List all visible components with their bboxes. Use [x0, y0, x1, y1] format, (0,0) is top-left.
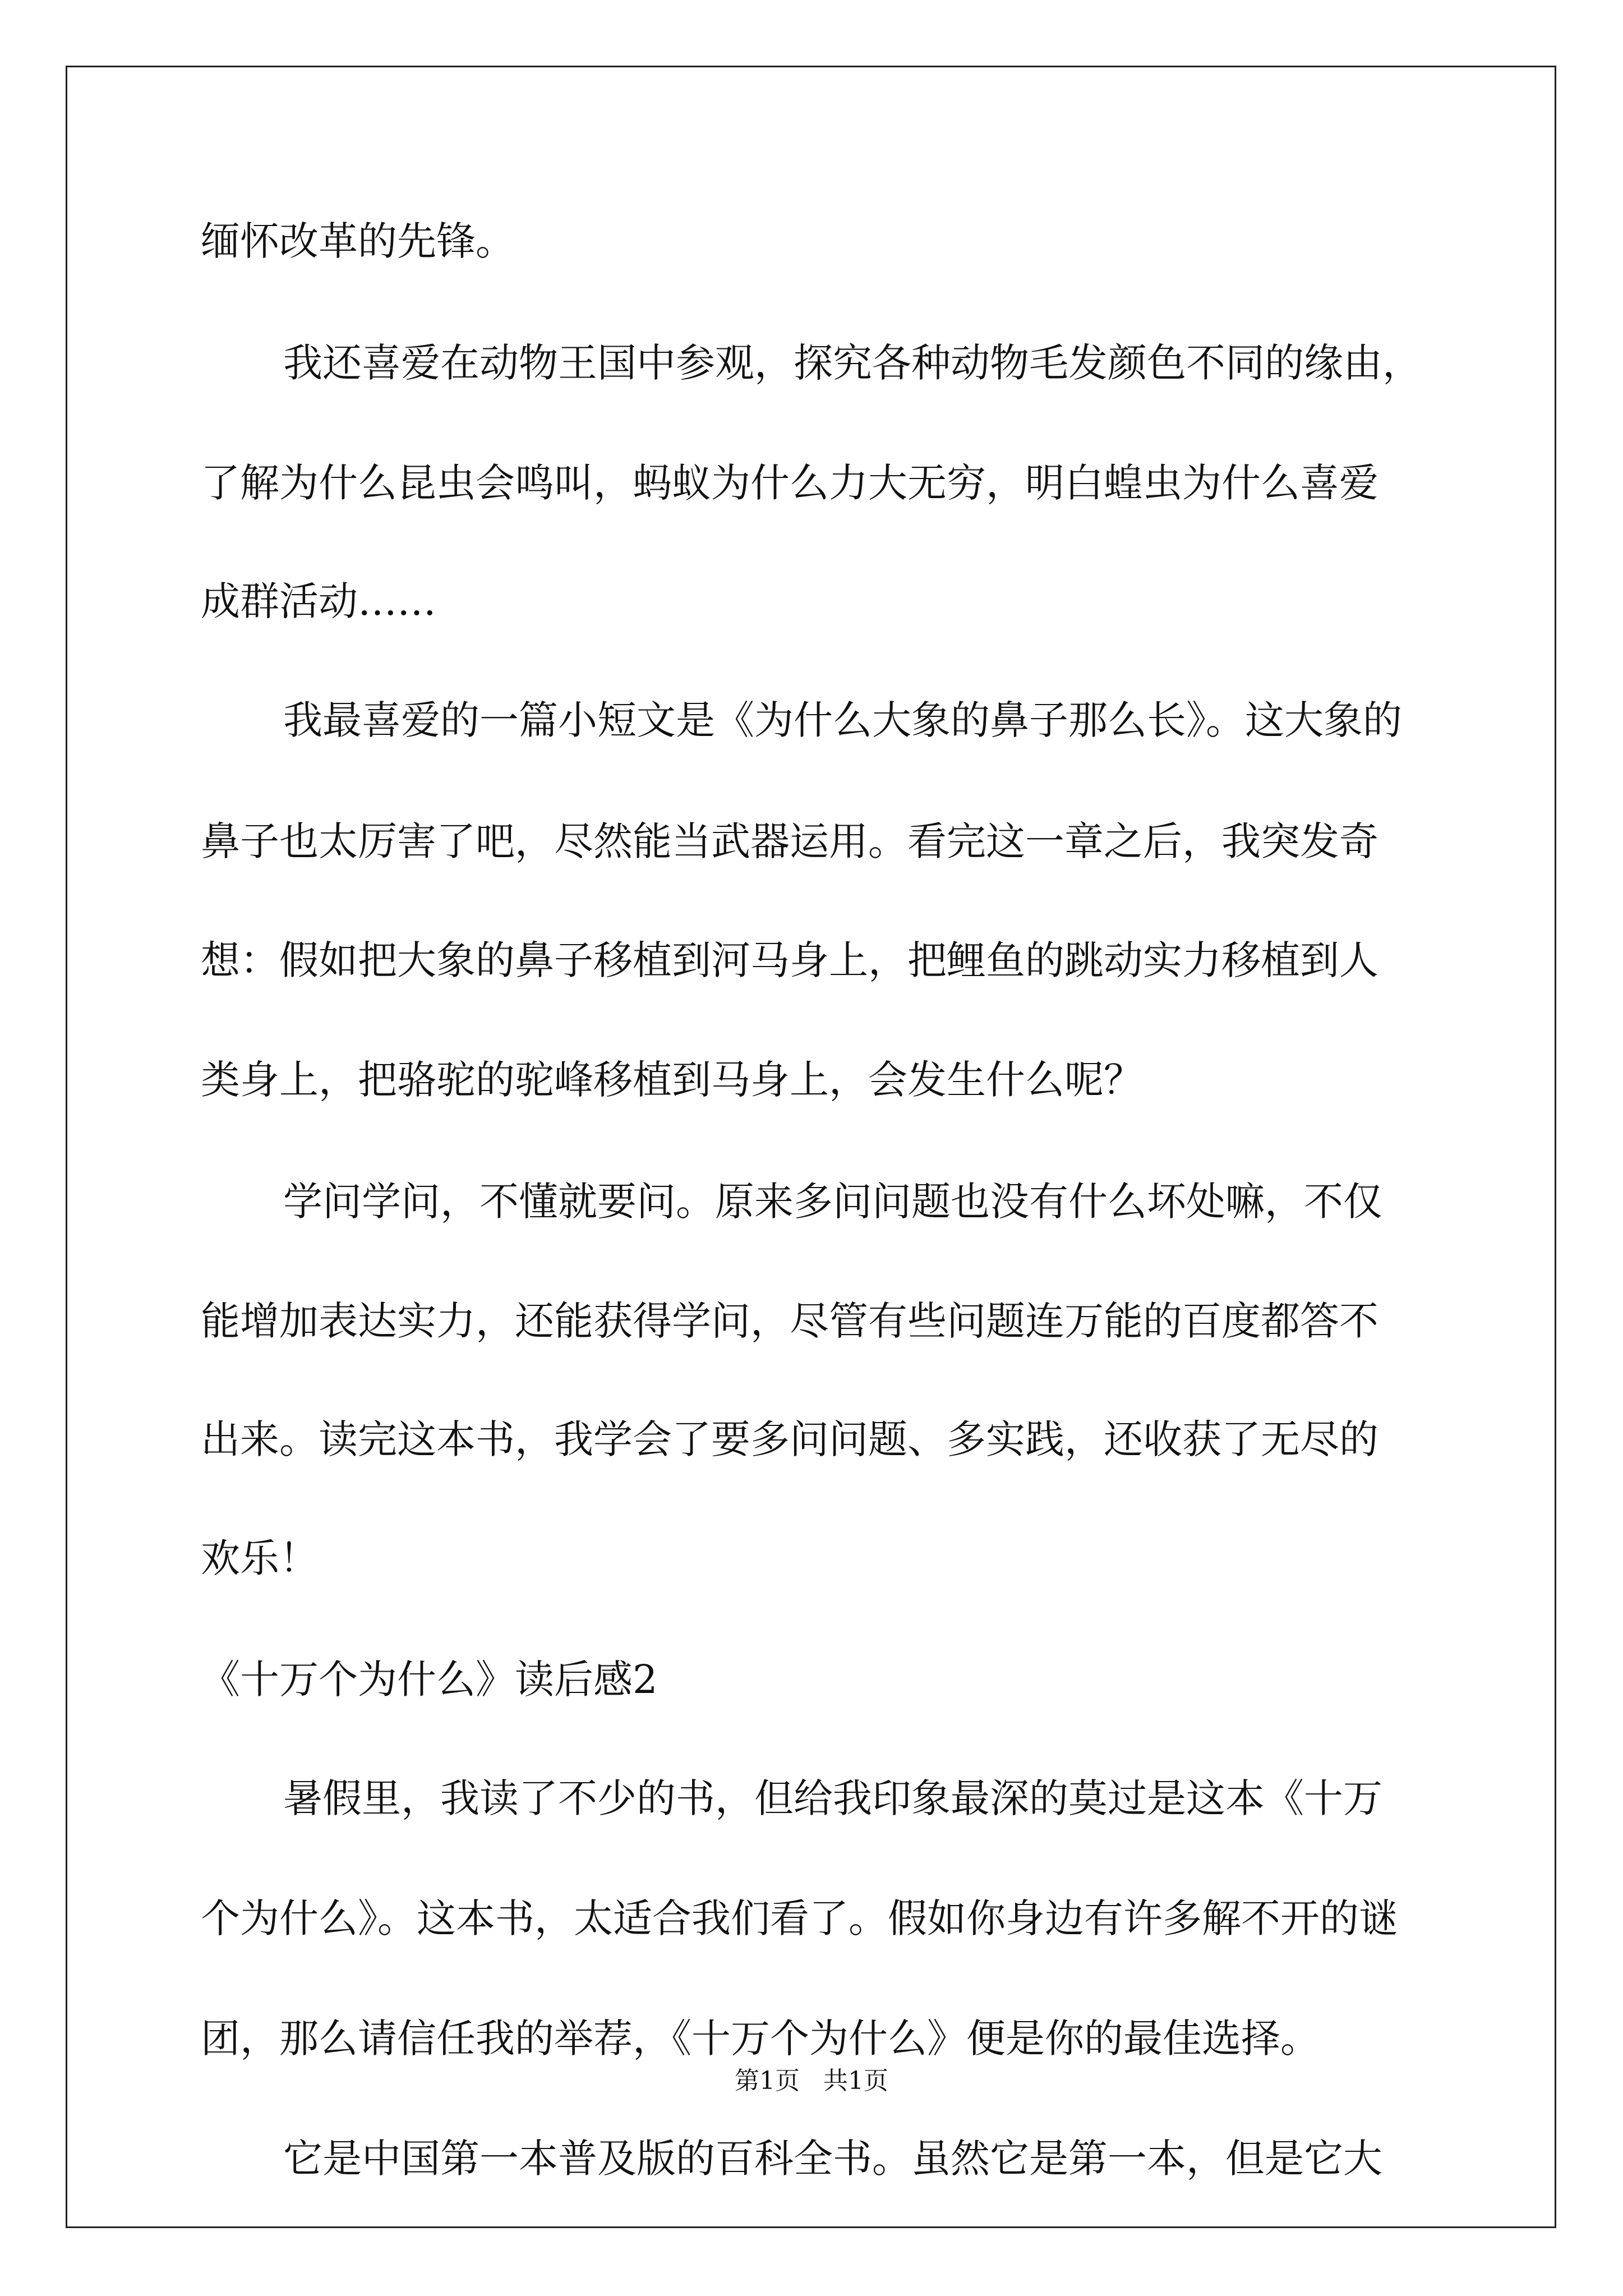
page-footer: 第1页 共1页	[735, 2067, 888, 2095]
text-line: 成群活动……	[201, 578, 436, 624]
text-line: 鼻子也太厉害了吧，尽然能当武器运用。看完这一章之后，我突发奇	[201, 818, 1378, 864]
text-line: 暑假里，我读了不少的书，但给我印象最深的莫过是这本《十万	[283, 1775, 1382, 1821]
text-line: 类身上，把骆驼的驼峰移植到马身上，会发生什么呢？	[201, 1057, 1143, 1103]
text-line: 欢乐！	[201, 1535, 319, 1581]
text-line: 个为什么》。这本书，太适合我们看了。假如你身边有许多解不开的谜	[201, 1895, 1398, 1941]
section-heading: 《十万个为什么》读后感2	[201, 1657, 658, 1703]
text-line: 想：假如把大象的鼻子移植到河马身上，把鲤鱼的跳动实力移植到人	[201, 937, 1378, 983]
text-line: 出来。读完这本书，我学会了要多问问题、多实践，还收获了无尽的	[201, 1416, 1378, 1462]
text-line: 团，那么请信任我的举荐，《十万个为什么》便是你的最佳选择。	[201, 2016, 1320, 2062]
text-line: 能增加表达实力，还能获得学问，尽管有些问题连万能的百度都答不	[201, 1298, 1378, 1344]
text-line: 了解为什么昆虫会鸣叫，蚂蚁为什么力大无穷，明白蝗虫为什么喜爱	[201, 460, 1378, 506]
text-line: 我还喜爱在动物王国中参观，探究各种动物毛发颜色不同的缘由，	[283, 340, 1422, 386]
text-line: 它是中国第一本普及版的百科全书。虽然它是第一本，但是它大	[283, 2136, 1382, 2182]
text-line: 缅怀改革的先锋。	[201, 218, 515, 264]
text-line: 学问学问，不懂就要问。原来多问问题也没有什么坏处嘛，不仅	[283, 1179, 1382, 1225]
text-line: 我最喜爱的一篇小短文是《为什么大象的鼻子那么长》。这大象的	[283, 697, 1402, 743]
